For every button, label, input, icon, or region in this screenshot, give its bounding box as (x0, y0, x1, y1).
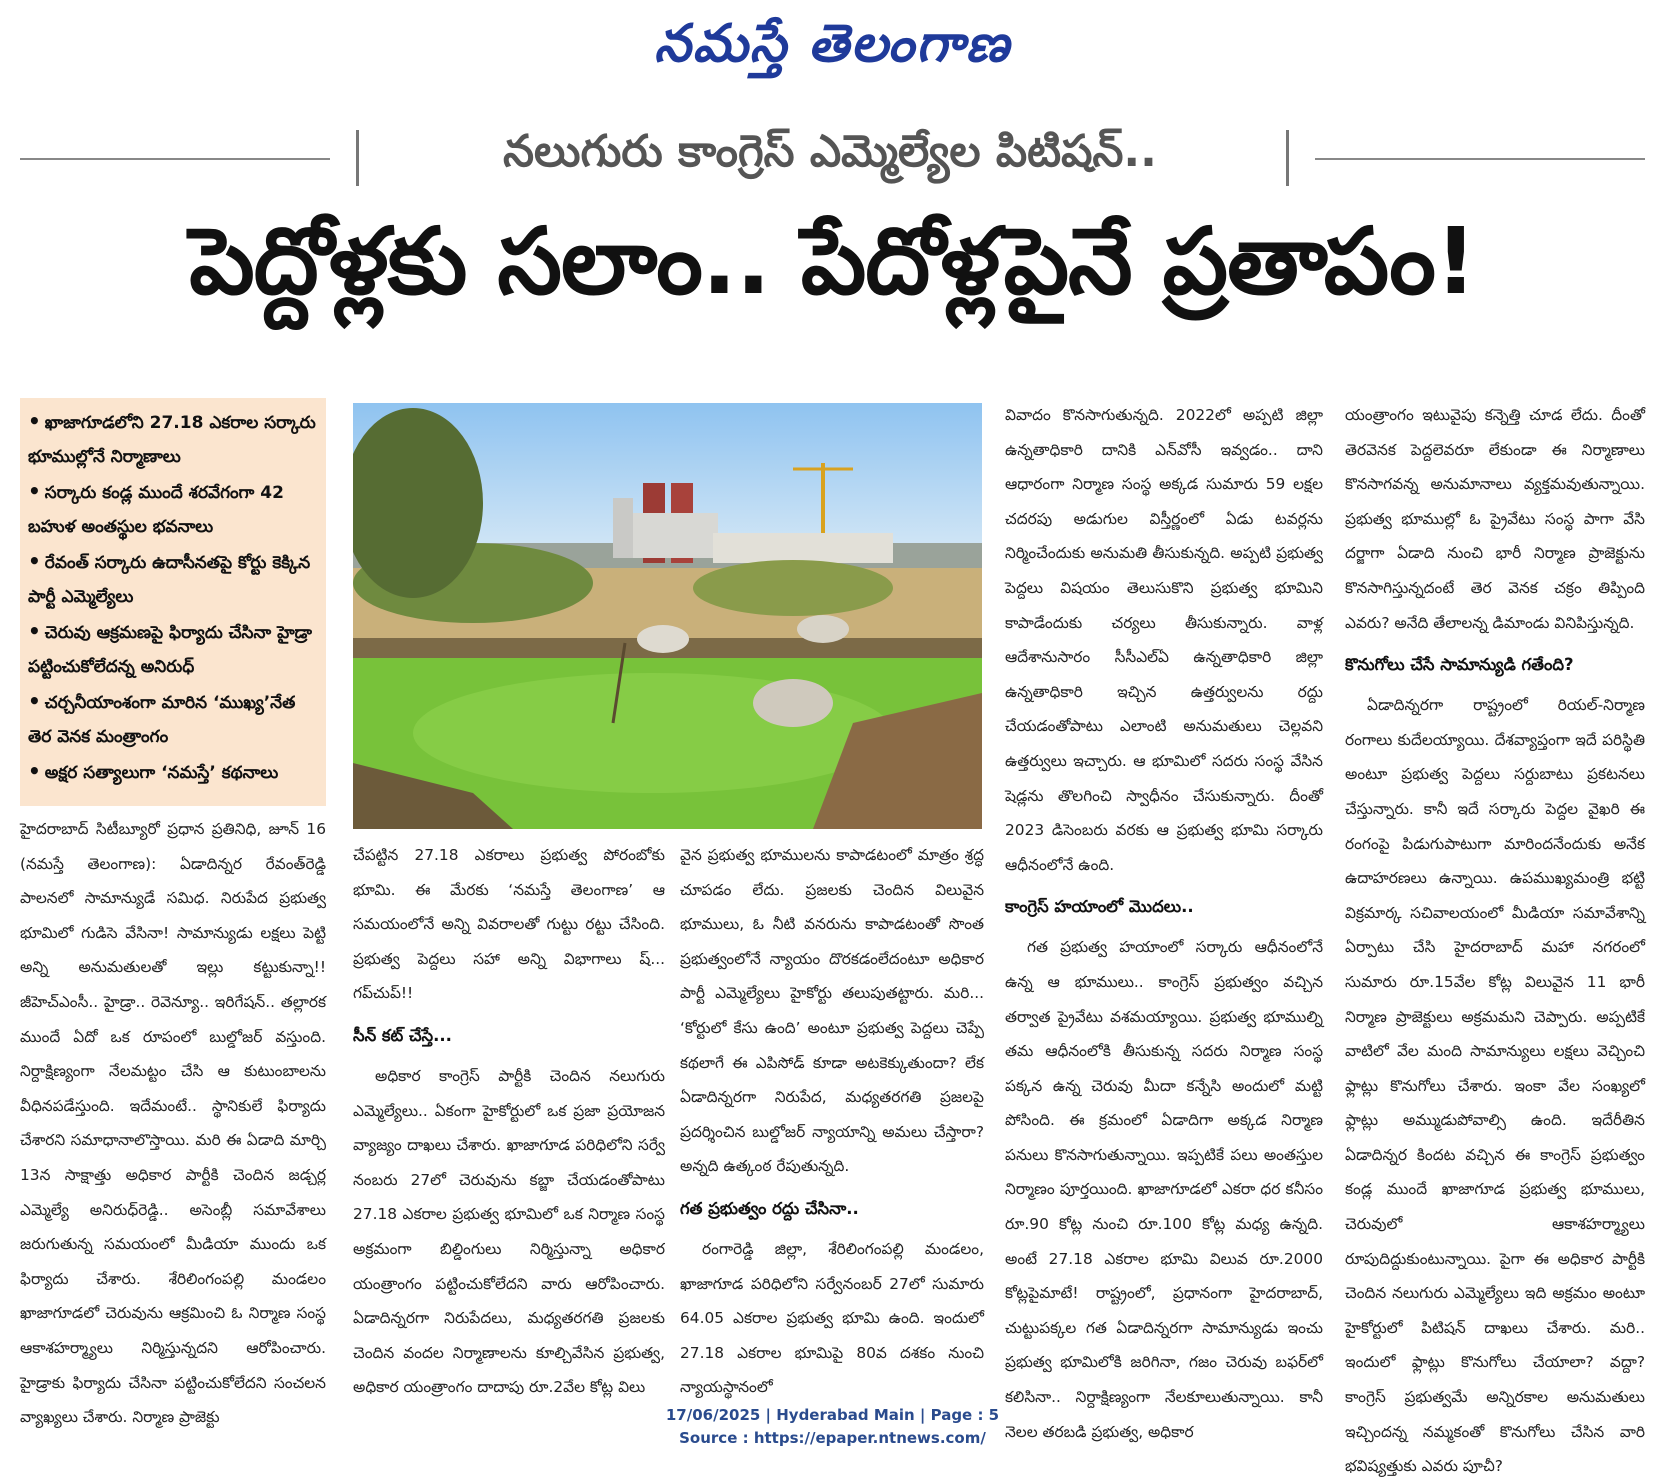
highlight-item: • సర్కారు కండ్ల ముందే శరవేగంగా 42 బహుళ అంతస్థుల భవనాలు (28, 479, 284, 537)
highlight-item: • ఖాజాగూడలోని 27.18 ఎకరాల సర్కారు భూముల్లోనే నిర్మాణాలు (28, 409, 316, 467)
highlights-box (20, 398, 326, 806)
kicker-row (20, 118, 1645, 188)
article-paragraph: యంత్రాంగం ఇటువైపు కన్నెత్తి చూడ లేదు. దీంతో తెరవెనక పెద్దలెవరూ లేకుండా ఈ నిర్మాణాలు కొనసాగవన్న అనుమానాలు వ్యక్తమవుతున్నాయి. ప్రభుత్వ భూముల్లో ఓ ప్రైవేటు సంస్థ పాగా వేసి దర్జాగా ఏడాది నుంచి భారీ నిర్మాణ ప్రాజెక్టును కొనసాగిస్తున్నదంటే తెర వెనక చక్రం తిప్పింది ఎవరు? అనేది తేలాలన్న డిమాండు వినిపిస్తున్నది. (1345, 406, 1645, 632)
highlight-item: • రేవంత్ సర్కారు ఉదాసీనతపై కోర్టు కెక్కిన పార్టీ ఎమ్మెల్యేలు (28, 549, 311, 607)
kicker: నలుగురు కాంగ్రెస్ ఎమ్మెల్యేల పిటిషన్.. (503, 126, 1157, 177)
article-paragraph: అధికార కాంగ్రెస్ పార్టీకి చెందిన నలుగురు ఎమ్మెల్యేలు.. ఏకంగా హైకోర్టులో ఒక ప్రజా ప్రయోజన వ్యాజ్యం దాఖలు చేశారు. ఖాజాగూడ పరిధిలోని సర్వే నంబరు 27లో చెరువును కబ్జా చేయడంతోపాటు 27.18 ఎకరాల ప్రభుత్వ భూమిలో ఒక నిర్మాణ సంస్థ అక్రమంగా బిల్డింగులు నిర్మిస్తున్నా అధికార యంత్రాంగం పట్టించుకోలేదని వారు ఆరోపించారు. ఏడాదిన్నరగా నిరుపేదలు, మధ్యతరగతి ప్రజలకు చెందిన వందల నిర్మాణాలను కూల్చివేసిన ప్రభుత్వ, అధికార యంత్రాంగం దాదాపు రూ.2వేల కోట్ల విలు (353, 1066, 665, 1397)
subheading: గత ప్రభుత్వం రద్దు చేసినా.. (680, 1198, 859, 1218)
highlight-item: • చెరువు ఆక్రమణపై ఫిర్యాదు చేసినా హైడ్రా పట్టించుకోలేదన్న అనిరుధ్ (28, 619, 312, 677)
highlight-item: • అక్షర సత్యాలుగా ‘నమస్తే’ కథనాలు (28, 759, 279, 783)
highlight-item: • చర్చనీయాంశంగా మారిన ‘ముఖ్య’నేత తెర వెనక మంత్రాంగం (28, 689, 296, 747)
article-paragraph: వివాదం కొనసాగుతున్నది. 2022లో అప్పటి జిల్లా ఉన్నతాధికారి దానికి ఎన్‌వోసీ ఇవ్వడం.. దాని ఆధారంగా నిర్మాణ సంస్థ అక్కడ సుమారు 59 లక్షల చదరపు అడుగుల విస్తీర్ణంలో ఏడు టవర్లను నిర్మించేందుకు అనుమతి తీసుకున్నది. అప్పటి ప్రభుత్వ పెద్దలు విషయం తెలుసుకొని ప్రభుత్వ భూమిని కాపాడేందుకు చర్యలు తీసుకున్నారు. వాళ్ల ఆదేశానుసారం సీసీఎల్ఏ ఉన్నతాధికారి జిల్లా ఉన్నతాధికారి ఇచ్చిన ఉత్తర్వులను రద్దు చేయడంతోపాటు ఎలాంటి అనుమతులు చెల్లవని ఉత్తర్వులు ఇచ్చారు. ఆ భూమిలో సదరు సంస్థ వేసిన షెడ్లను తొలగించి స్వాధీనం చేసుకున్నారు. దీంతో 2023 డిసెంబరు వరకు ఆ ప్రభుత్వ భూమి సర్కారు ఆధీనంలోనే ఉంది. (1005, 406, 1323, 874)
masthead-title: నమస్తే తెలంగాణ (654, 14, 1011, 74)
subheading: సీన్ కట్ చేస్తే... (353, 1025, 452, 1045)
kicker-rule-right (1315, 158, 1645, 160)
footer-date-edition: 17/06/2025 | Hyderabad Main | Page : 5 (665, 1406, 1000, 1424)
article-paragraph: చేపట్టిన 27.18 ఎకరాలు ప్రభుత్వ పోరంబోకు భూమి. ఈ మేరకు ‘నమస్తే తెలంగాణ’ ఆ సమయంలోనే అన్ని వివరాలతో గుట్టు రట్టు చేసింది. ప్రభుత్వ పెద్దలు సహా అన్ని విభాగాలు ష్... గప్‌చుప్!! (353, 846, 665, 1003)
subheading: కొనుగోలు చేసే సామాన్యుడి గతేంది? (1345, 655, 1574, 675)
article-paragraph: రంగారెడ్డి జిల్లా, శేరిలింగంపల్లి మండలం, ఖాజాగూడ పరిధిలోని సర్వేనంబర్ 27లో సుమారు 64.05 ఎకరాల ప్రభుత్వ భూమి ఉంది. ఇందులో 27.18 ఎకరాల భూమిపై 80వ దశకం నుంచి న్యాయస్థానంలో (680, 1239, 984, 1397)
subheading: కాంగ్రెస్ హయాంలో మొదలు.. (1005, 897, 1194, 917)
article-column-3 (680, 838, 984, 1405)
headline: పెద్దోళ్లకు సలాం.. పేదోళ్లపైనే ప్రతాపం! (189, 208, 1476, 315)
article-column-1 (20, 812, 326, 1435)
article-paragraph: ఏడాదిన్నరగా రాష్ట్రంలో రియల్-నిర్మాణ రంగాలు కుదేలయ్యాయి. దేశవ్యాప్తంగా ఇదే పరిస్థితి అంటూ ప్రభుత్వ పెద్దలు సర్దుబాటు ప్రకటనలు చేస్తున్నారు. కానీ ఇదే సర్కారు పెద్దల వైఖరి ఈ రంగంపై పిడుగుపాటుగా మారిందనేందుకు అనేక ఉదాహరణలు ఉన్నాయి. ఉపముఖ్యమంత్రి భట్టి విక్రమార్క సచివాలయంలో మీడియా సమావేశాన్ని ఏర్పాటు చేసి హైదరాబాద్ మహా నగరంలో సుమారు రూ.15వేల కోట్ల విలువైన 11 భారీ నిర్మాణ ప్రాజెక్టులు అక్రమమని చెప్పారు. అప్పటికే వాటిలో వేల మంది సామాన్యులు లక్షలు వెచ్చించి ఫ్లాట్లు కొనుగోలు చేశారు. ఇంకా వేల సంఖ్యలో ఫ్లాట్లు అమ్ముడుపోవాల్సి ఉంది. ఇదేరీతిన ఏడాదిన్నర కిందట వచ్చిన ఈ కాంగ్రెస్ ప్రభుత్వం కండ్ల ముందే ఖాజాగూడ ప్రభుత్వ భూములు, చెరువులో ఆకాశహర్మ్యాలు రూపుదిద్దుకుంటున్నాయి. పైగా ఈ అధికార పార్టీకి చెందిన నలుగురు ఎమ్మెల్యేలు ఇది అక్రమం అంటూ హైకోర్టులో పిటిషన్ దాఖలు చేశారు. మరి.. ఇందులో ఫ్లాట్లు కొనుగోలు చేయాలా? వద్దా? కాంగ్రెస్ ప్రభుత్వమే అన్నిరకాల అనుమతులు ఇచ్చిందన్న నమ్మకంతో కొనుగోలు చేసిన వారి భవిష్యత్తుకు ఎవరు పూచీ? (1345, 696, 1645, 1476)
footer (0, 1404, 1665, 1450)
kicker-bar-left (356, 130, 359, 186)
article-column-5 (1345, 398, 1645, 1484)
article-paragraph: గత ప్రభుత్వ హయాంలో సర్కారు ఆధీనంలోనే ఉన్న ఆ భూములు.. కాంగ్రెస్ ప్రభుత్వం వచ్చిన తర్వాత ప్రైవేటు వశమయ్యాయి. ప్రభుత్వ భూముల్ని తమ ఆధీనంలోకి తీసుకున్న సదరు నిర్మాణ సంస్థ పక్కన ఉన్న చెరువు మీదా కన్నేసి అందులో మట్టి పోసింది. ఈ క్రమంలో ఏడాదిగా అక్కడ నిర్మాణ పనులు కొనసాగుతున్నాయి. ఇప్పటికే పలు అంతస్తుల నిర్మాణం పూర్తయింది. ఖాజాగూడలో ఎకరా ధర కనీసం రూ.90 కోట్ల నుంచి రూ.100 కోట్ల మధ్య ఉన్నది. అంటే 27.18 ఎకరాల భూమి విలువ రూ.2000 కోట్లపైమాటే! రాష్ట్రంలో, ప్రధానంగా హైదరాబాద్, చుట్టుపక్కల గత ఏడాదిన్నరగా సామాన్యుడు ఇంచు ప్రభుత్వ భూమిలోకి జరిగినా, గజం చెరువు బఫర్‌లో కలిసినా.. నిర్దాక్షిణ్యంగా నేలకూలుతున్నాయి. కానీ నెలల తరబడి ప్రభుత్వ, అధికార (1005, 938, 1323, 1441)
article-column-4 (1005, 398, 1323, 1449)
footer-source-link[interactable]: Source : https://epaper.ntnews.com/ (679, 1429, 986, 1447)
article-paragraph: వైన ప్రభుత్వ భూములను కాపాడటంలో మాత్రం శ్రద్ధ చూపడం లేదు. ప్రజలకు చెందిన విలువైన భూములు, ఓ నీటి వనరును కాపాడటంతో సొంత ప్రభుత్వంలోనే న్యాయం దొరకడంలేదంటూ అధికార పార్టీ ఎమ్మెల్యేలు హైకోర్టు తలుపుతట్టారు. మరి... ‘కోర్టులో కేసు ఉంది’ అంటూ ప్రభుత్వ పెద్దలు చెప్పే కథలాగే ఈ ఎపిసోడ్ కూడా అటకెక్కుతుందా? లేక ఏడాదిన్నరగా నిరుపేద, మధ్యతరగతి ప్రజలపై ప్రదర్శించిన బుల్డోజర్ న్యాయాన్ని అమలు చేస్తారా? అన్నది ఉత్కంఠ రేపుతున్నది. (680, 846, 984, 1176)
article-paragraph: హైదరాబాద్ సిటీబ్యూరో ప్రధాన ప్రతినిధి, జూన్ 16 (నమస్తే తెలంగాణ): ఏడాదిన్నర రేవంత్‌రెడ్డి పాలనలో సామాన్యుడే సమిధ. నిరుపేద ప్రభుత్వ భూమిలో గుడిసె వేసినా! సామాన్యుడు లక్షలు పెట్టి అన్ని అనుమతులతో ఇల్లు కట్టుకున్నా!! జీహెచ్‌ఎంసీ.. హైడ్రా.. రెవెన్యూ.. ఇరిగేషన్.. తల్లారక ముందే ఏదో ఒక రూపంలో బుల్డోజర్ వస్తుంది. నిర్దాక్షిణ్యంగా నేలమట్టం చేసి ఆ కుటుంబాలను వీధినపడేస్తుంది. ఇదేమంటే.. స్థానికులే ఫిర్యాదు చేశారని సమాధానాలొస్తాయి. మరి ఈ ఏడాది మార్చి 13న సాక్షాత్తు అధికార పార్టీకి చెందిన జడ్చర్ల ఎమ్మెల్యే అనిరుధ్‌రెడ్డి.. అసెంబ్లీ సమావేశాలు జరుగుతున్న సమయంలో మీడియా ముందు ఒక ఫిర్యాదు చేశారు. శేరిలింగంపల్లి మండలం ఖాజాగూడలో చెరువును ఆక్రమించి ఓ నిర్మాణ సంస్థ ఆకాశహర్మ్యాలు నిర్మిస్తున్నదని ఆరోపించారు. హైడ్రాకు ఫిర్యాదు చేసినా పట్టించుకోలేదని సంచలన వ్యాఖ్యలు చేశారు. నిర్మాణ ప్రాజెక్టు (20, 820, 326, 1427)
kicker-bar-right (1286, 130, 1289, 186)
news-photo (353, 403, 982, 829)
article-column-2 (353, 838, 665, 1405)
kicker-rule-left (20, 158, 330, 160)
